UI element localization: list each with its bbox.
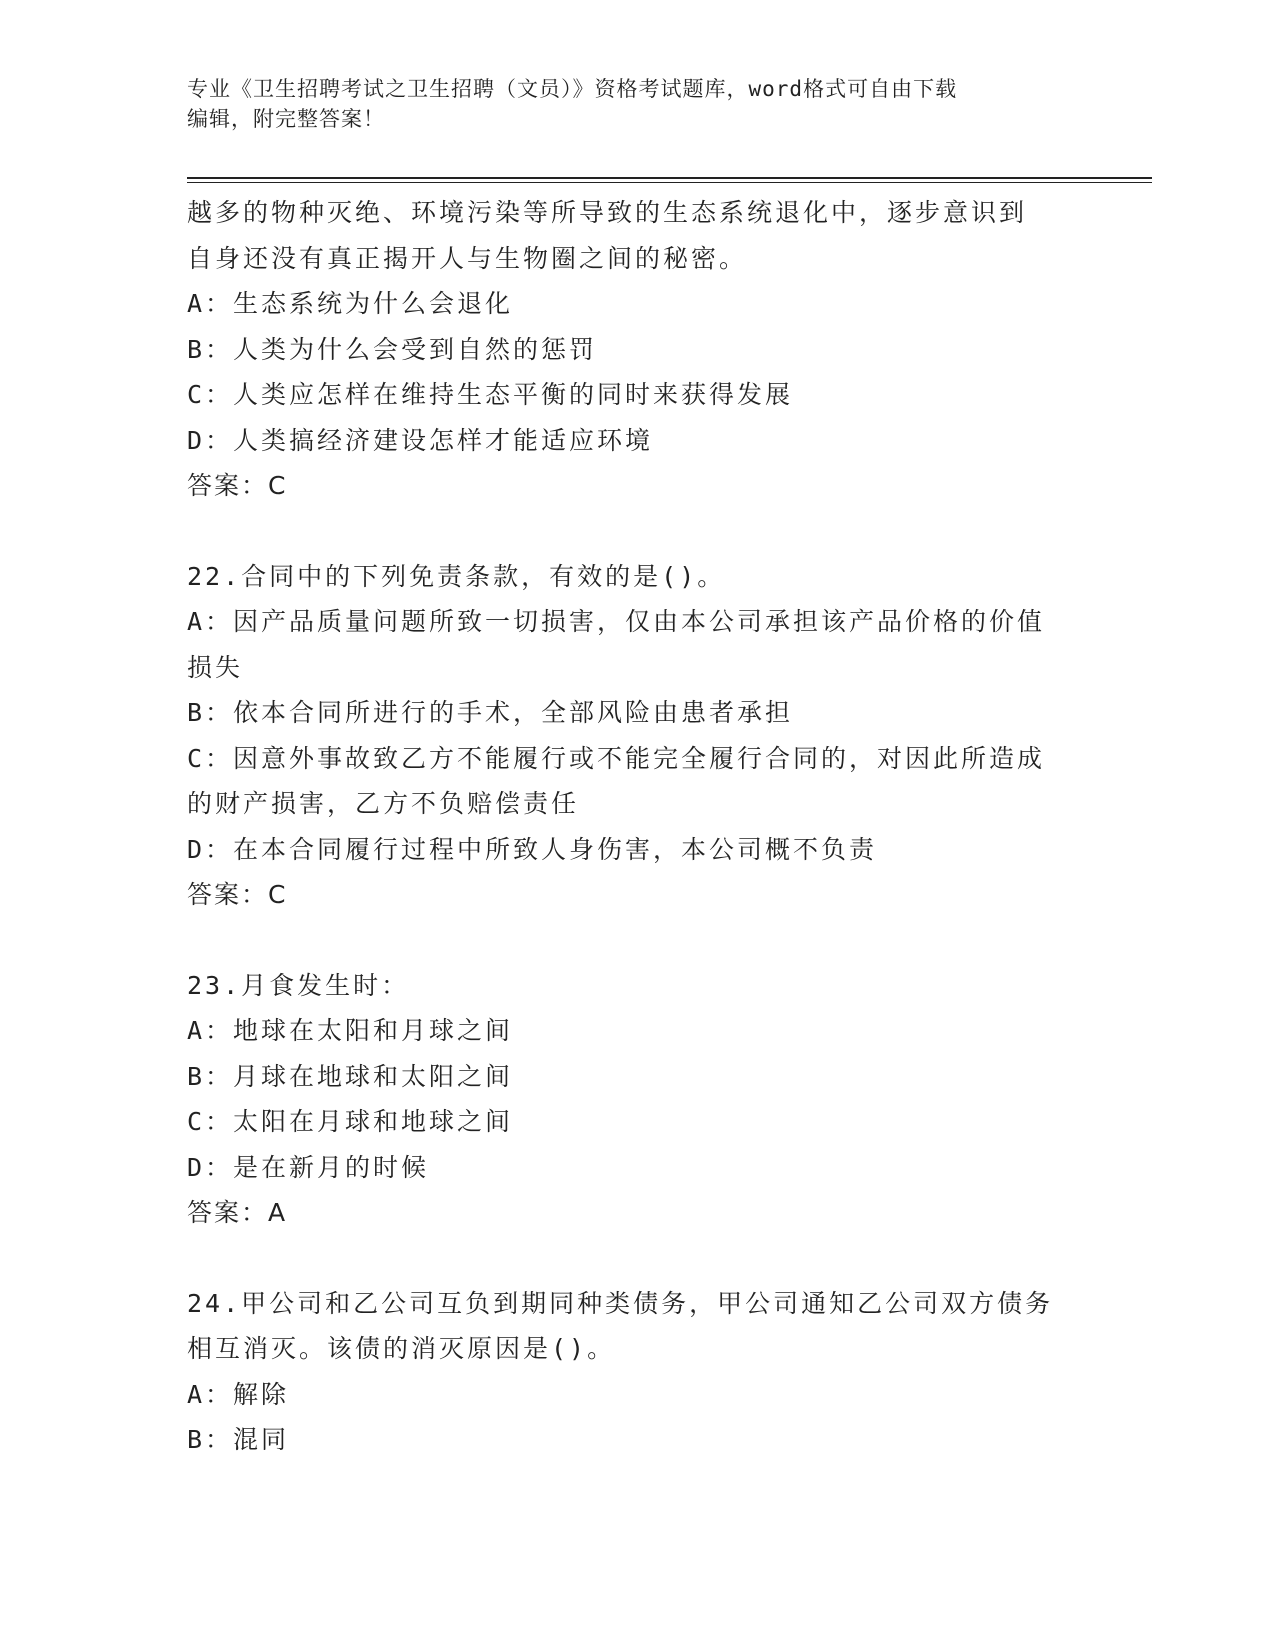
option-a: A：生态系统为什么会退化 (187, 289, 514, 318)
question-stem: 24.甲公司和乙公司互负到期同种类债务，甲公司通知乙公司双方债务 (187, 1288, 1054, 1318)
option-a: A：地球在太阳和月球之间 (187, 1016, 514, 1045)
option-d: D：人类搞经济建设怎样才能适应环境 (187, 425, 654, 455)
option-d: D：是在新月的时候 (187, 1152, 430, 1182)
question-23 (187, 963, 1087, 1236)
question-stem: 越多的物种灭绝、环境污染等所导致的生态系统退化中，逐步意识到 (187, 198, 1028, 227)
option-b: B：月球在地球和太阳之间 (187, 1061, 514, 1091)
header-divider-thin (187, 182, 1152, 183)
option-c: C：人类应怎样在维持生态平衡的同时来获得发展 (187, 380, 794, 409)
answer: 答案：A (187, 1198, 288, 1227)
option-c-continued: 的财产损害，乙方不负赔偿责任 (187, 789, 580, 818)
question-21 (187, 190, 1087, 509)
answer: 答案：C (187, 880, 288, 909)
option-b: B：混同 (187, 1425, 290, 1454)
option-b: B：人类为什么会受到自然的惩罚 (187, 334, 598, 364)
question-stem: 相互消灭。该债的消灭原因是()。 (187, 1334, 616, 1363)
question-list (187, 190, 1087, 1463)
answer: 答案：C (187, 471, 288, 500)
option-c: C：因意外事故致乙方不能履行或不能完全履行合同的，对因此所造成 (187, 743, 1046, 773)
header-line-1: 专业《卫生招聘考试之卫生招聘（文员）》资格考试题库，word格式可自由下载 (187, 77, 958, 101)
question-stem: 23.月食发生时： (187, 970, 410, 1000)
question-stem: 自身还没有真正揭开人与生物圈之间的秘密。 (187, 243, 748, 273)
option-d: D：在本合同履行过程中所致人身伤害，本公司概不负责 (187, 834, 878, 864)
spacer (187, 509, 1087, 554)
option-c: C：太阳在月球和地球之间 (187, 1107, 514, 1136)
spacer (187, 1236, 1087, 1281)
document-header (187, 74, 1067, 134)
question-stem: 22.合同中的下列免责条款，有效的是()。 (187, 561, 726, 591)
question-24 (187, 1281, 1087, 1463)
question-22 (187, 554, 1087, 918)
option-a: A：因产品质量问题所致一切损害，仅由本公司承担该产品价格的价值 (187, 607, 1046, 636)
header-line-2: 编辑，附完整答案！ (187, 107, 385, 131)
header-divider-thick (187, 177, 1152, 179)
option-a-continued: 损失 (187, 652, 244, 682)
option-a: A：解除 (187, 1379, 290, 1409)
spacer (187, 918, 1087, 963)
option-b: B：依本合同所进行的手术，全部风险由患者承担 (187, 698, 794, 727)
